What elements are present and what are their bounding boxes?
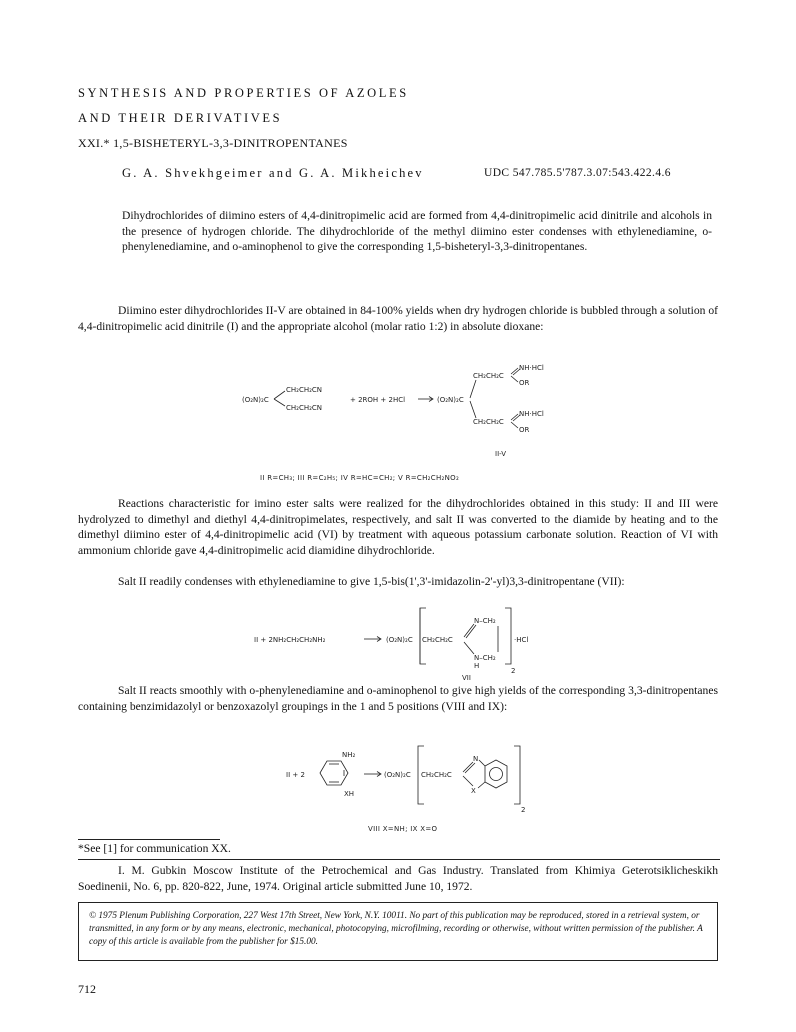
article-subtitle: XXI.* 1,5-BISHETERYL-3,3-DINITROPENTANES [78, 136, 348, 150]
scheme2-ring-bottom: N–CH₂ [474, 654, 496, 662]
scheme-3-benzazole [280, 742, 550, 822]
authors: G. A. Shvekhgeimer and G. A. Mikheichev [122, 166, 424, 180]
footnote: *See [1] for communication XX. [78, 842, 231, 855]
scheme1-or-bottom: OR [519, 426, 530, 434]
scheme2-product-prefix: (O₂N)₂C [386, 636, 413, 644]
scheme3-xh: XH [344, 790, 355, 798]
scheme1-nh-hcl-top: NH·HCl [519, 364, 544, 372]
scheme-1-dinitrile-reaction [240, 360, 580, 465]
scheme3-ring-n: N [473, 755, 479, 763]
scheme1-nh-hcl-bottom: NH·HCl [519, 410, 544, 418]
abstract: Dihydrochlorides of diimino esters of 4,4-dinitropimelic acid are formed from 4,4-dinitropimelic acid dinitrile and alcohols in the presence of hydrogen chloride. The dihydrochloride of the methyl diimino ester condenses with ethylenediamine, o-phenylenediamine, and o-aminophenol to give the corresponding 1,5-bisheteryl-3,3-dinitropentanes. [122, 209, 712, 253]
scheme1-arm-bottom: CH₂CH₂CN [286, 404, 323, 412]
copyright-text: © 1975 Plenum Publishing Corporation, 227 West 17th Street, New York, N.Y. 10011. No part of this publication may be reproduced, stored in a retrieval system, or transmitted, in any form or by any means, electronic, mechanical, photocopying, microfilming, recording or otherwise, without written permission of the publisher. A copy of this article is available from the publisher for $15.00. [89, 911, 703, 948]
scheme3-chain: CH₂CH₂C [421, 771, 452, 779]
scheme2-hcl: ·HCl [514, 636, 529, 644]
paragraph-1: Diimino ester dihydrochlorides II-V are obtained in 84-100% yields when dry hydrogen chloride is bubbled through a solution of 4,4-dinitropimelic acid dinitrile (I) and the appropriate alcohol (molar ratio 1:2) in absolute dioxane: [78, 304, 718, 333]
scheme2-ring-top: N–CH₂ [474, 617, 496, 625]
article-title-line-2: AND THEIR DERIVATIVES [78, 111, 283, 125]
scheme1-prod-arm-top: CH₂CH₂C [473, 372, 504, 380]
article-title-line-1: SYNTHESIS AND PROPERTIES OF AZOLES [78, 86, 409, 100]
paragraph-4: Salt II reacts smoothly with o-phenylenediamine and o-aminophenol to give high yields of the corresponding 3,3-dinitropentanes containing benzimidazolyl or benzoxazolyl groupings in the 1 and 5 positions (VIII and IX): [78, 684, 718, 713]
page-number: 712 [78, 982, 96, 996]
scheme2-reactants: II + 2NH₂CH₂CH₂NH₂ [254, 636, 326, 644]
scheme3-subscript: 2 [521, 806, 526, 814]
scheme1-reagents: + 2ROH + 2HCl [350, 396, 406, 404]
udc-code: UDC 547.785.5'787.3.07:543.422.4.6 [484, 167, 671, 179]
footnote-rule [78, 839, 220, 840]
scheme3-reactants: II + 2 [286, 771, 305, 779]
scheme1-product-prefix: (O₂N)₂C [437, 396, 464, 404]
scheme3-nh2: NH₂ [342, 751, 356, 759]
scheme3-ring-x: X [471, 787, 476, 795]
scheme1-reactant-prefix: (O₂N)₂C [242, 396, 269, 404]
affiliation-rule [78, 859, 720, 860]
copyright-box [78, 902, 718, 961]
scheme3-product-prefix: (O₂N)₂C [384, 771, 411, 779]
paragraph-3: Salt II readily condenses with ethylenediamine to give 1,5-bis(1',3'-imidazolin-2'-yl)3,3-dinitropentane (VII): [118, 575, 625, 588]
benzazole-ring-icon [485, 760, 507, 788]
scheme1-arm-top: CH₂CH₂CN [286, 386, 323, 394]
scheme2-chain: CH₂CH₂C [422, 636, 453, 644]
paragraph-2: Reactions characteristic for imino ester salts were realized for the dihydrochlorides obtained in this study: II and III were hydrolyzed to dimethyl and diethyl 4,4-dinitropimelates, respectively, and salt II was converted to the diamide by heating and to the dimethyl diimino ester of 4,4-dinitropimelic acid (VI) by treatment with aqueous potassium carbonate solution. Reaction of VI with ammonium chloride gave 4,4-dinitropimelic acid diamidine dihydrochloride. [78, 497, 718, 557]
scheme2-subscript: 2 [511, 667, 516, 675]
scheme1-prod-arm-bottom: CH₂CH₂C [473, 418, 504, 426]
scheme1-or-top: OR [519, 379, 530, 387]
scheme-2-imidazoline [240, 602, 560, 682]
scheme2-ring-h: H [474, 662, 480, 670]
scheme1-legend: II R=CH₃; III R=C₂H₅; IV R=HC=CH₂; V R=CH₂CH₂NO₂ [260, 474, 460, 482]
aromatic-circle-icon [490, 768, 503, 781]
scheme2-label: VII [462, 674, 471, 682]
scheme3-legend: VIII X=NH; IX X=O [368, 825, 438, 833]
scheme1-label: II-V [495, 450, 507, 458]
affiliation: I. M. Gubkin Moscow Institute of the Petrochemical and Gas Industry. Translated from Khimiya Geterotsiklicheskikh Soedinenii, No. 6, pp. 820-822, June, 1974. Original article submitted June 10, 1972. [78, 864, 718, 893]
